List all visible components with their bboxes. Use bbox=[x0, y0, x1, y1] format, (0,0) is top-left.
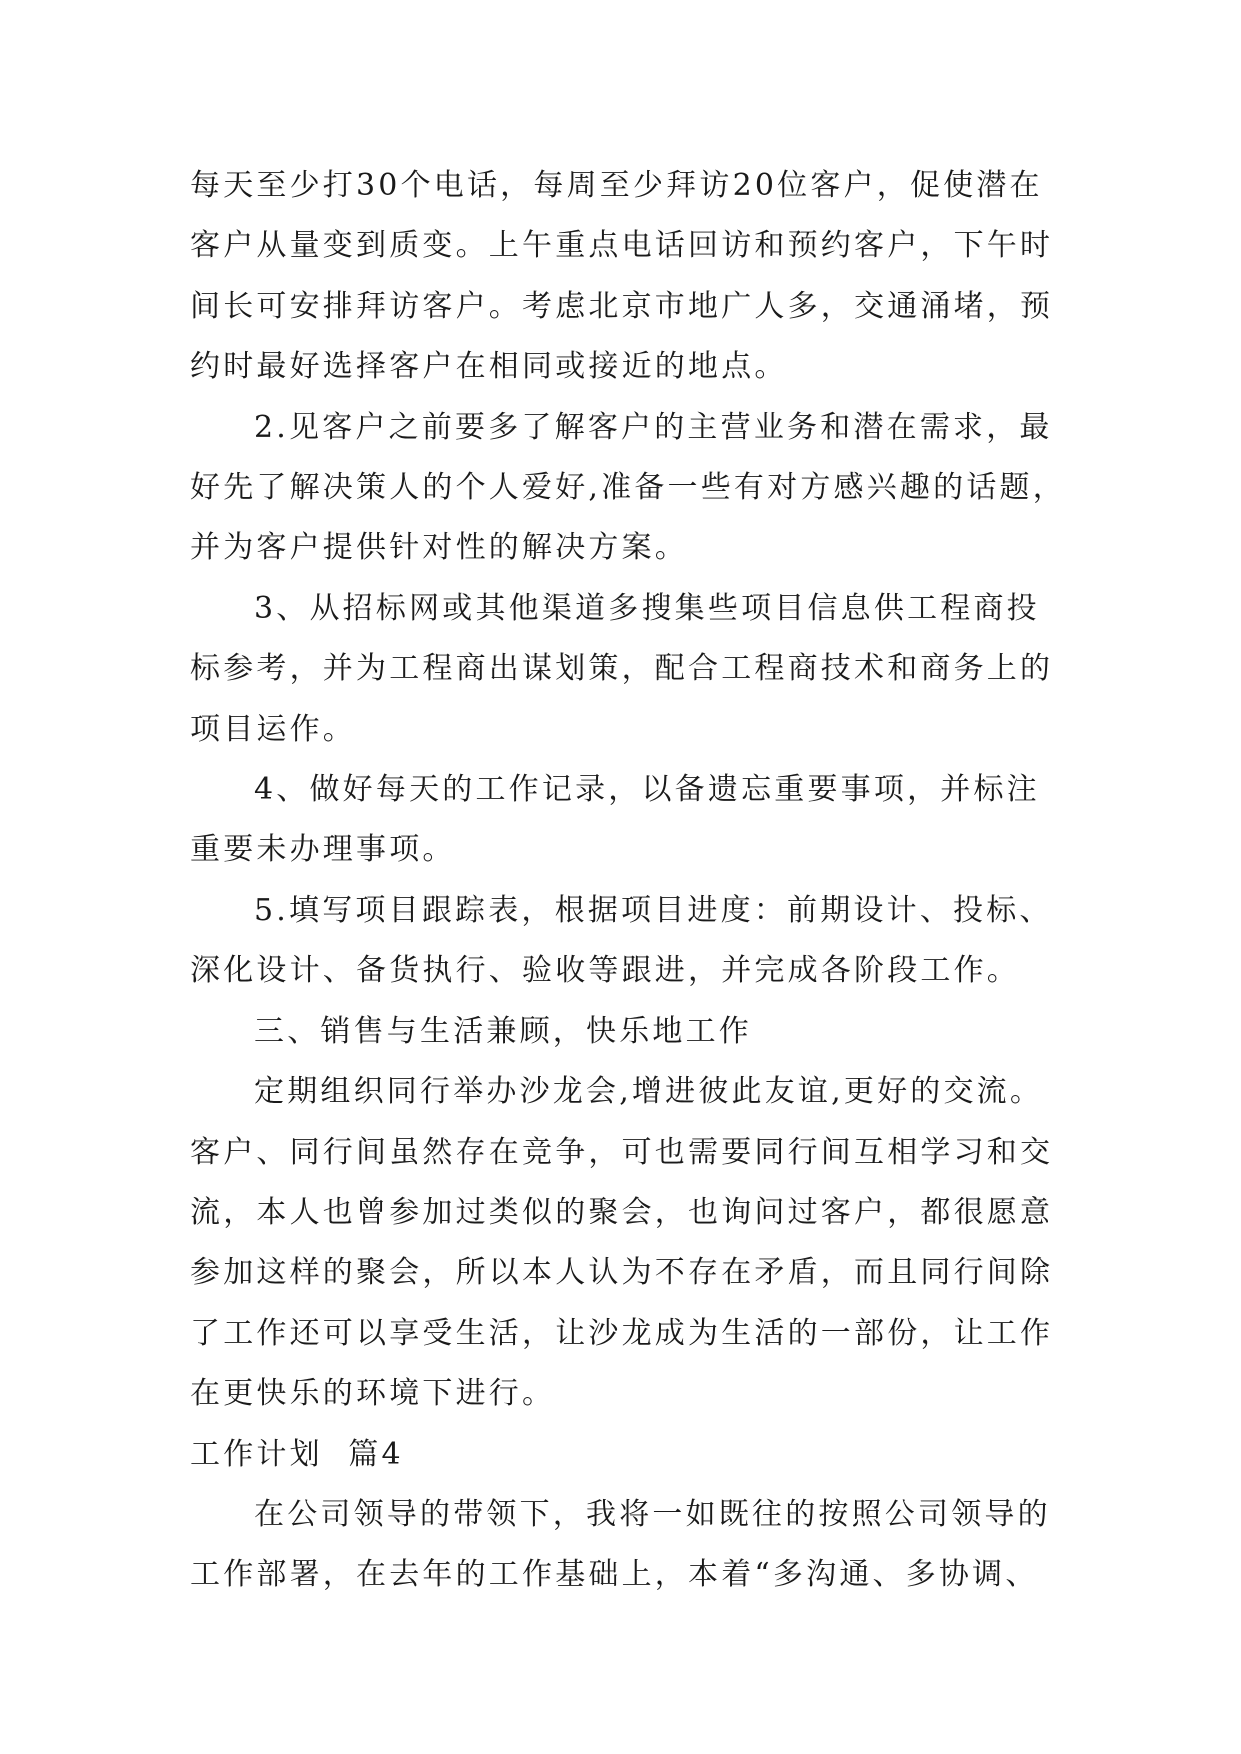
text-line: 每天至少打30个电话，每周至少拜访20位客户，促使潜在 bbox=[190, 168, 1043, 203]
paragraph-item-3 bbox=[190, 579, 1054, 760]
paragraph-salon bbox=[190, 1062, 1054, 1424]
text-line: 好先了解决策人的个人爱好,准备一些有对方感兴趣的话题， bbox=[190, 470, 1066, 506]
text-line: 工作计划 篇4 bbox=[190, 1436, 404, 1472]
text-line: 工作部署，在去年的工作基础上，本着“多沟通、多协调、 bbox=[190, 1557, 1039, 1593]
text-line: 在更快乐的环境下进行。 bbox=[190, 1376, 556, 1412]
text-line: 4、做好每天的工作记录，以备遗忘重要事项，并标注 bbox=[254, 772, 1040, 808]
section-title-plan-4 bbox=[190, 1425, 1054, 1485]
paragraph-plan-intro bbox=[190, 1485, 1054, 1606]
text-line: 客户、同行间虽然存在竞争，可也需要同行间互相学习和交 bbox=[190, 1134, 1054, 1170]
text-line: 了工作还可以享受生活，让沙龙成为生活的一部份，让工作 bbox=[190, 1315, 1054, 1351]
text-line: 间长可安排拜访客户。考虑北京市地广人多，交通涌堵，预 bbox=[190, 288, 1054, 324]
document-body bbox=[190, 156, 1066, 1606]
text-line: 参加这样的聚会，所以本人认为不存在矛盾，而且同行间除 bbox=[190, 1255, 1054, 1291]
text-line: 标参考，并为工程商出谋划策，配合工程商技术和商务上的 bbox=[190, 651, 1054, 687]
text-line: 3、从招标网或其他渠道多搜集些项目信息供工程商投 bbox=[254, 590, 1040, 626]
paragraph-item-2 bbox=[190, 398, 1066, 579]
text-line: 约时最好选择客户在相同或接近的地点。 bbox=[190, 349, 788, 385]
text-line: 定期组织同行举办沙龙会,增进彼此友谊,更好的交流。 bbox=[254, 1074, 1044, 1110]
text-line: 深化设计、备货执行、验收等跟进，并完成各阶段工作。 bbox=[190, 953, 1020, 989]
text-line: 客户从量变到质变。上午重点电话回访和预约客户，下午时 bbox=[190, 228, 1054, 264]
paragraph-item-4 bbox=[190, 760, 1054, 881]
paragraph-daily-calls bbox=[190, 156, 1054, 398]
text-line: 重要未办理事项。 bbox=[190, 832, 456, 868]
text-line: 并为客户提供针对性的解决方案。 bbox=[190, 530, 688, 566]
paragraph-item-5 bbox=[190, 881, 1054, 1002]
text-line: 2.见客户之前要多了解客户的主营业务和潜在需求，最 bbox=[254, 409, 1053, 445]
text-line: 三、销售与生活兼顾，快乐地工作 bbox=[254, 1013, 752, 1049]
text-line: 5.填写项目跟踪表，根据项目进度：前期设计、投标、 bbox=[254, 892, 1053, 928]
text-line: 在公司领导的带领下，我将一如既往的按照公司领导的 bbox=[254, 1496, 1051, 1532]
section-heading-three bbox=[190, 1002, 1054, 1062]
text-line: 流，本人也曾参加过类似的聚会，也询问过客户，都很愿意 bbox=[190, 1194, 1054, 1230]
text-line: 项目运作。 bbox=[190, 711, 356, 747]
